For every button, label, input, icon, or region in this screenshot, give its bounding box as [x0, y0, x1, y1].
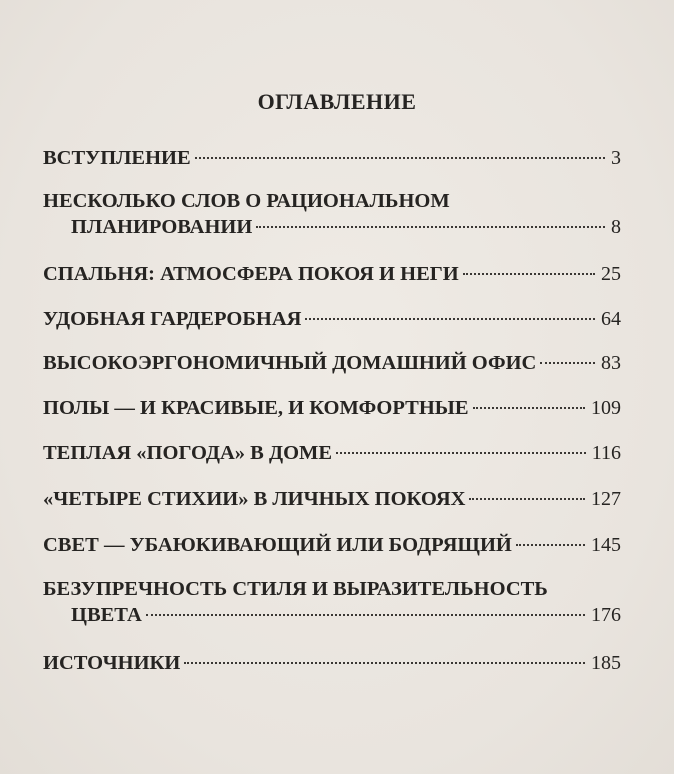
- dot-leader: [146, 614, 585, 616]
- dot-leader: [195, 157, 605, 159]
- toc-entry-page: 25: [601, 263, 621, 285]
- dot-leader: [256, 226, 605, 228]
- toc-entry: [43, 576, 621, 628]
- toc-entry: [43, 532, 621, 558]
- toc-entry-title-line2: ЦВЕТА: [71, 604, 142, 626]
- toc-entry-title: ИСТОЧНИКИ: [43, 652, 181, 674]
- toc-entry-page: 8: [611, 216, 621, 238]
- toc-entry-title: «ЧЕТЫРЕ СТИХИИ» В ЛИЧНЫХ ПОКОЯХ: [43, 488, 466, 510]
- toc-entry: [43, 486, 621, 512]
- dot-leader: [463, 273, 595, 275]
- toc-entry: [43, 188, 621, 240]
- toc-entry-title: ВЫСОКОЭРГОНОМИЧНЫЙ ДОМАШНИЙ ОФИС: [43, 352, 537, 374]
- toc-entry: [43, 395, 621, 421]
- toc-entry-page: 116: [591, 442, 621, 464]
- toc-entry-title: ПОЛЫ — И КРАСИВЫЕ, И КОМФОРТНЫЕ: [43, 397, 469, 419]
- toc-entry: [43, 261, 621, 287]
- dot-leader: [473, 407, 585, 409]
- toc-entry-page: 145: [591, 534, 621, 556]
- toc-entry: [43, 650, 621, 676]
- toc-entry-page: 83: [601, 352, 621, 374]
- toc-entry-title: СПАЛЬНЯ: АТМОСФЕРА ПОКОЯ И НЕГИ: [43, 263, 459, 285]
- dot-leader: [184, 662, 585, 664]
- toc-entry-page: 64: [601, 308, 621, 330]
- toc-entry-page: 109: [591, 397, 621, 419]
- toc-heading: ОГЛАВЛЕНИЕ: [257, 89, 417, 114]
- toc-entry-page: 185: [591, 652, 621, 674]
- toc-entry: [43, 306, 621, 332]
- dot-leader: [516, 544, 585, 546]
- toc-entry-title-line2: ПЛАНИРОВАНИИ: [71, 216, 253, 238]
- toc-entry-page: 3: [611, 147, 621, 169]
- toc-entry-title: УДОБНАЯ ГАРДЕРОБНАЯ: [43, 308, 302, 330]
- toc-entry-title-line1: НЕСКОЛЬКО СЛОВ О РАЦИОНАЛЬНОМ: [43, 190, 450, 212]
- dot-leader: [336, 452, 586, 454]
- toc-entry-page: 176: [591, 604, 621, 626]
- toc-entry-title-line1: БЕЗУПРЕЧНОСТЬ СТИЛЯ И ВЫРАЗИТЕЛЬНОСТЬ: [43, 578, 548, 600]
- toc-entry-title: СВЕТ — УБАЮКИВАЮЩИЙ ИЛИ БОДРЯЩИЙ: [43, 534, 512, 556]
- dot-leader: [540, 362, 595, 364]
- toc-entry-title: ВСТУПЛЕНИЕ: [43, 147, 191, 169]
- toc-entry: [43, 145, 621, 171]
- toc-entry-page: 127: [591, 488, 621, 510]
- dot-leader: [469, 498, 585, 500]
- toc-entry-title: ТЕПЛАЯ «ПОГОДА» В ДОМЕ: [43, 442, 333, 464]
- toc-entry: [43, 350, 621, 376]
- dot-leader: [305, 318, 595, 320]
- toc-entry: [43, 440, 621, 466]
